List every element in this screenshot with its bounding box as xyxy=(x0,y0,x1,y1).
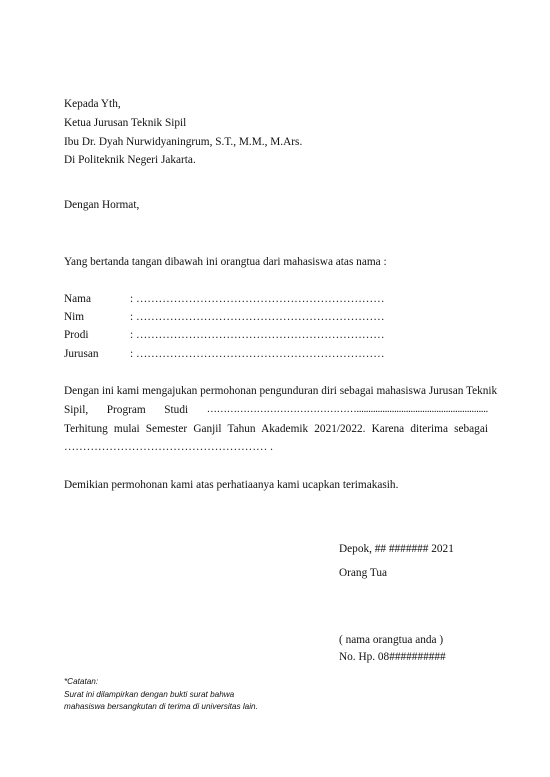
field-label-nim: Nim xyxy=(64,311,85,323)
signature-role: Orang Tua xyxy=(339,567,388,579)
field-value-nim: : ………………………………………………………… xyxy=(130,311,385,323)
body-line-2-word: Program xyxy=(106,404,146,416)
field-value-jurusan: : ………………………………………………………… xyxy=(130,348,385,360)
field-label-prodi: Prodi xyxy=(64,329,89,341)
signature-name: ( nama orangtua anda ) xyxy=(339,634,444,646)
intro-text: Yang bertanda tangan dibawah ini orangtua dari mahasiswa atas nama : xyxy=(64,256,387,268)
note-line-1: Surat ini dilampirkan dengan bukti surat bahwa xyxy=(64,690,235,699)
field-value-prodi: : ………………………………………………………… xyxy=(130,329,385,341)
body-line-2-word: Sipil, xyxy=(64,404,89,416)
body-line-3: Terhitung mulai Semester Ganjil Tahun Akademik 2021/2022. Karena diterima sebagai xyxy=(64,423,488,435)
recipient-name: Ibu Dr. Dyah Nurwidyaningrum, S.T., M.M., M.Ars. xyxy=(64,136,303,148)
closing-text: Demikian permohonan kami atas perhatiaanya kami ucapkan terimakasih. xyxy=(64,479,399,491)
field-label-nama: Nama xyxy=(64,293,91,305)
body-line-2 xyxy=(64,404,488,416)
field-label-jurusan: Jurusan xyxy=(64,348,99,360)
greeting: Dengan Hormat, xyxy=(64,199,140,211)
field-value-nama: : ………………………………………………………… xyxy=(130,293,385,305)
signature-phone: No. Hp. 08########## xyxy=(339,651,446,663)
body-line-1: Dengan ini kami mengajukan permohonan pengunduran diri sebagai mahasiswa Jurusan Teknik xyxy=(64,385,498,397)
body-line-4: ……………………………………………… . xyxy=(64,441,273,453)
recipient-location: Di Politeknik Negeri Jakarta. xyxy=(64,154,196,166)
body-line-2-blank: ………………………………………........................................................ xyxy=(206,404,488,415)
note-heading: *Catatan: xyxy=(64,677,99,686)
signature-place-date: Depok, ## ####### 2021 xyxy=(339,543,454,555)
body-line-2-word: Studi xyxy=(164,404,189,416)
recipient-salutation: Kepada Yth, xyxy=(64,98,121,110)
note-line-2: mahasiswa bersangkutan di terima di universitas lain. xyxy=(64,702,258,711)
recipient-position: Ketua Jurusan Teknik Sipil xyxy=(64,117,187,129)
